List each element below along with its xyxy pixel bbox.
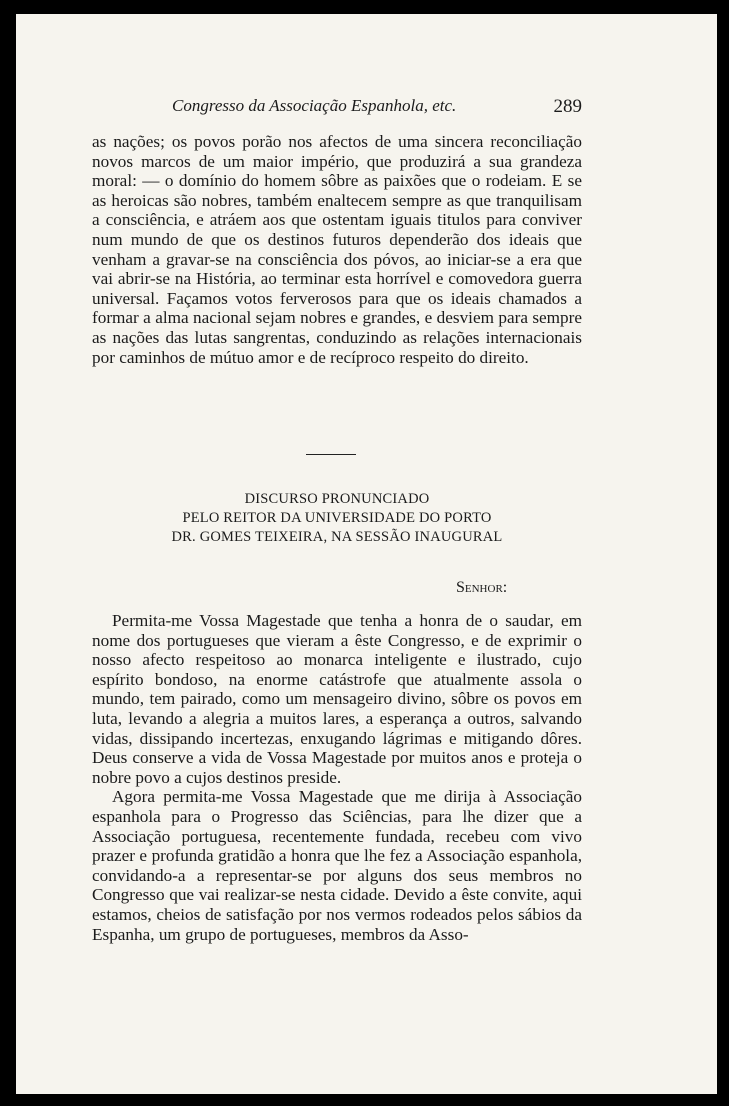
speech-paragraph: Permita-me Vossa Magestade que tenha a honra de o saudar, em nome dos portugueses que vieram a êste Congresso, e de exprimir o nosso afecto respeitoso ao monarca inteligente e ilustrado, cujo espírito bondoso, na enorme catástrofe que atualmente assola o mundo, tem pairado, como um mensageiro divino, sôbre os povos em luta, levando a alegria a muitos lares, a esperança a outros, salvando vidas, dissipando incertezas, enxugando lágrimas e mitigando dôres. Deus conserve a vida de Vossa Magestade por muitos anos e proteja o nobre povo a cujos destinos preside. (92, 611, 582, 787)
speech-text (92, 611, 582, 944)
speech-paragraph: Agora permita-me Vossa Magestade que me dirija à Associação espanhola para o Progresso das Sciências, para lhe dizer que a Associação portuguesa, recentemente fundada, recebeu com vivo prazer e profunda gratidão a honra que lhe fez a Associação espanhola, convidando-a a representar-se por alguns dos seus membros no Congresso que vai realizar-se nesta cidade. Devido a êste convite, aqui estamos, cheios de satisfação por nos vermos rodeados pelos sábios da Espanha, um grupo de portugueses, membros da Asso- (92, 787, 582, 944)
salutation: Senhor: (456, 579, 508, 596)
section-heading-line-2: PELO REITOR DA UNIVERSIDADE DO PORTO (182, 510, 492, 526)
book-page (16, 14, 717, 1094)
continued-paragraph-block (92, 132, 582, 367)
section-heading-line-3: DR. GOMES TEIXEIRA, NA SESSÃO INAUGURAL (171, 529, 503, 545)
page-number: 289 (553, 96, 582, 117)
section-divider (306, 454, 356, 455)
section-heading (92, 490, 582, 547)
section-heading-line-1: DISCURSO PRONUNCIADO (244, 491, 430, 507)
running-header (92, 96, 582, 120)
continued-paragraph: as nações; os povos porão nos afectos de uma sincera reconciliação novos marcos de um maior império, que produzirá a sua grandeza moral: — o domínio do homem sôbre as paixões que o rodeiam. E se as heroicas são nobres, também enaltecem sempre as que tranquilisam a consciência, e atráem aos que ostentam iguais titulos para conviver num mundo de que os destinos futuros dependerão dos ideais que venham a gravar-se na consciência dos póvos, ao iniciar-se a era que vai abrir-se na História, ao terminar esta horrível e comovedora guerra universal. Façamos votos ferverosos para que os ideais chamados a formar a alma nacional sejam nobres e grandes, e desviem para sempre as nações das lutas sangrentas, conduzindo as relações internacionais por caminhos de mútuo amor e de recíproco respeito do direito. (92, 132, 582, 367)
running-title: Congresso da Associação Espanhola, etc. (172, 96, 457, 115)
